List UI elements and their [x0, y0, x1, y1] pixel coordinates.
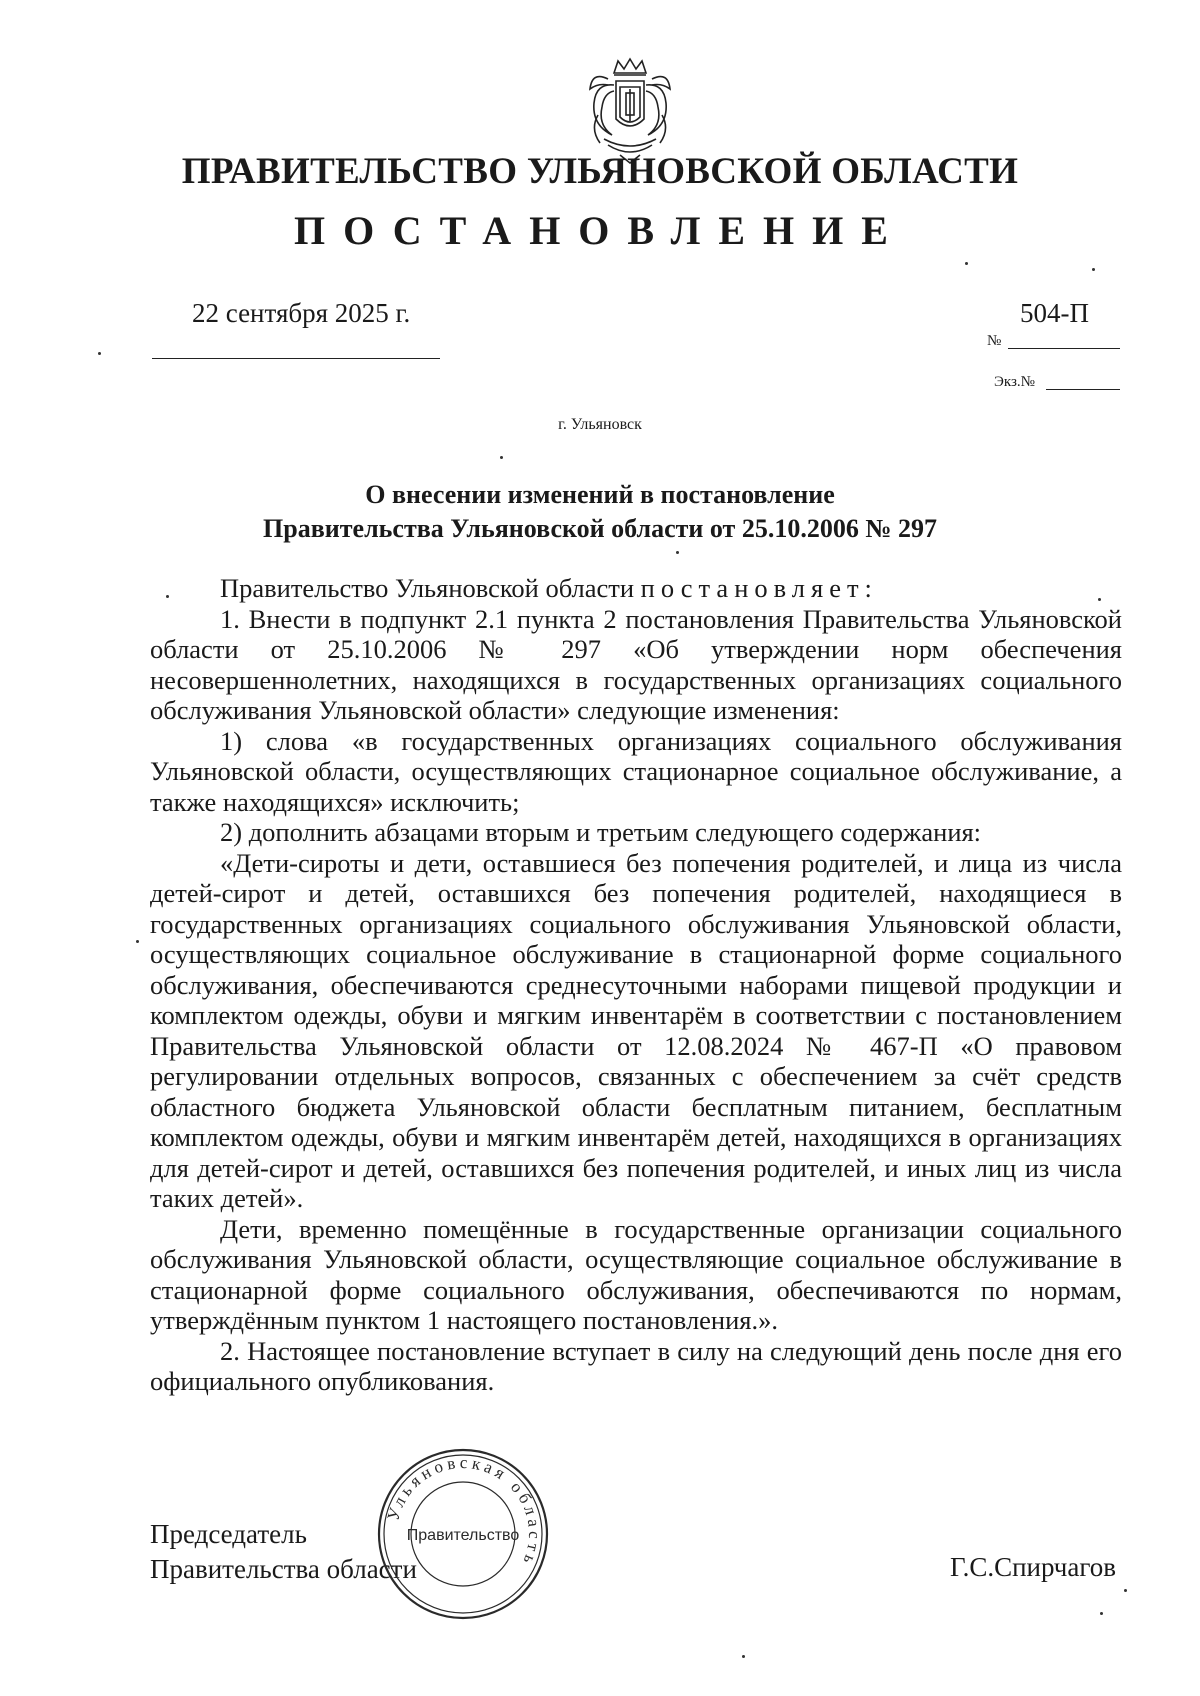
seal-center-text: Правительство — [406, 1527, 520, 1544]
inserted-paragraph-2: Дети, временно помещённые в государственные организации социального обслуживания Ульяновской области, осуществляющие социальное обслуживание в стационарной форме социального обслуживания, обеспечиваются по нормам, утверждённым пунктом 1 настоящего постановления.». — [150, 1213, 1122, 1335]
official-seal-stamp — [374, 1445, 552, 1623]
scan-speck — [742, 1655, 745, 1658]
number-label: № — [987, 333, 1002, 349]
scan-speck — [500, 456, 503, 459]
signer-position-line-1: Председатель — [150, 1519, 307, 1549]
preamble-paragraph — [150, 573, 1122, 604]
scan-speck — [965, 262, 968, 265]
document-number: 504-П — [1020, 298, 1089, 328]
scan-speck — [98, 352, 101, 355]
number-underline — [1008, 348, 1120, 349]
subject-line-2: Правительства Ульяновской области от 25.10.2006 № 297 — [263, 514, 937, 543]
paragraph-1-subitem-2: 2) дополнить абзацами вторым и третьим следующего содержания: — [220, 817, 982, 847]
preamble-verb: постановляет — [640, 573, 865, 603]
signer-name: Г.С.Спирчагов — [950, 1552, 1117, 1582]
document-body — [150, 573, 1122, 1397]
paragraph-1-subitem-1: 1) слова «в государственных организациях социального обслуживания Ульяновской области, осуществляющих стационарное социальное обслуживание, а также находящихся» исключить; — [150, 725, 1122, 817]
copy-number-underline — [1046, 389, 1120, 390]
scan-speck — [1092, 268, 1095, 271]
organization-name: ПРАВИТЕЛЬСТВО УЛЬЯНОВСКОЙ ОБЛАСТИ — [181, 151, 1019, 192]
paragraph-2: 2. Настоящее постановление вступает в силу на следующий день после дня его официального опубликования. — [150, 1335, 1122, 1396]
preamble-start: Правительство Ульяновской области — [220, 573, 641, 603]
document-date: 22 сентября 2025 г. — [192, 298, 411, 328]
seal-ring-text: Ульяновская область — [383, 1452, 545, 1571]
scan-speck — [1098, 598, 1101, 601]
scan-speck — [1124, 1589, 1127, 1592]
city: г. Ульяновск — [558, 416, 642, 433]
scan-speck — [676, 551, 679, 554]
document-subject — [0, 478, 1200, 546]
scan-speck — [1100, 1612, 1103, 1615]
scan-speck — [166, 595, 169, 598]
copy-number-label: Экз.№ — [994, 374, 1035, 390]
preamble-end: : — [864, 573, 872, 603]
inserted-paragraph-1: «Дети-сироты и дети, оставшиеся без попечения родителей, и лица из числа детей-сирот и детей, оставшихся без попечения родителей, находящиеся в государственных организациях социального обслуживания Ульяновской области, осуществляющих социальное обслуживание в стационарной форме социального обслуживания, обеспечиваются среднесуточными наборами пищевой продукции и комплектом одежды, обуви и мягким инвентарём в соответствии с постановлением Правительства Ульяновской области от 12.08.2024 № 467-П «О правовом регулировании отдельных вопросов, связанных с обеспечением за счёт средств областного бюджета Ульяновской области бесплатным питанием, бесплатным комплектом одежды, обуви и мягким инвентарём детей, находящихся в организациях для детей-сирот и детей, оставшихся без попечения родителей, и иных лиц из числа таких детей». — [150, 847, 1122, 1213]
subject-line-1: О внесении изменений в постановление — [365, 480, 835, 509]
paragraph-1: 1. Внести в подпункт 2.1 пункта 2 постановления Правительства Ульяновской области от 25.10.2006 № 297 «Об утверждении норм обеспечения несовершеннолетних, находящихся в государственных организациях социального обслуживания Ульяновской области» следующие изменения: — [150, 603, 1122, 725]
document-type-title: ПОСТАНОВЛЕНИЕ — [294, 208, 906, 253]
scan-speck — [136, 940, 139, 943]
date-underline — [152, 358, 440, 359]
signer-position-line-2: Правительства области — [150, 1554, 417, 1584]
